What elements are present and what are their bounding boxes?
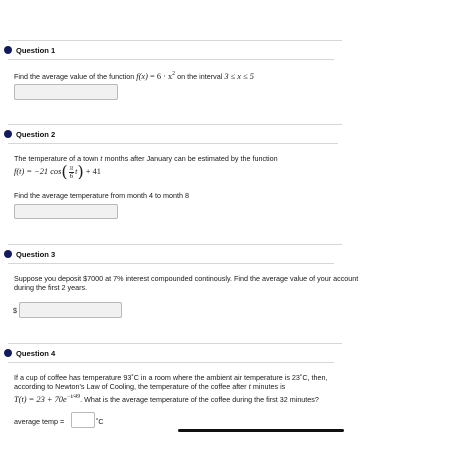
exponent: 2 — [172, 71, 176, 77]
fraction-numerator: π — [69, 163, 74, 172]
right-paren: ) — [77, 162, 84, 181]
question-1-prompt — [14, 70, 254, 81]
interval-text: on the interval — [175, 72, 225, 81]
question-4-line-1: If a cup of coffee has temperature 93˚C in a room where the ambient air temperature is 23˚C, then, — [14, 373, 328, 382]
question-3-title: Question 3 — [16, 250, 56, 259]
text: . What is the average temperature of the coffee during the first 32 minutes? — [80, 395, 319, 404]
answer-input[interactable] — [14, 84, 118, 100]
question-status-dot — [4, 349, 12, 357]
answer-input[interactable] — [19, 302, 122, 318]
formula-tail: + 41 — [83, 167, 101, 176]
interval: 3 ≤ x ≤ 5 — [224, 72, 254, 81]
divider — [8, 143, 338, 144]
text: according to Newton's Law of Cooling, the temperature of the coffee after — [14, 382, 249, 391]
question-2-line-1 — [14, 154, 278, 163]
divider — [8, 244, 342, 245]
question-status-dot — [4, 250, 12, 258]
text: The temperature of a town — [14, 154, 101, 163]
question-3-line-2: during the first 2 years. — [14, 283, 88, 292]
answer-input[interactable] — [71, 412, 95, 428]
divider — [8, 124, 342, 125]
divider — [8, 343, 342, 344]
question-4-line-2 — [14, 382, 285, 391]
exponent: −t/49 — [66, 394, 81, 400]
question-3-line-1: Suppose you deposit $7000 at 7% interest compounded continously. Find the average value of your account — [14, 274, 359, 283]
question-status-dot — [4, 46, 12, 54]
fraction-denominator: 6 — [69, 171, 74, 180]
question-2-find: Find the average temperature from month 4 to month 8 — [14, 191, 189, 200]
question-4-line-3 — [14, 392, 319, 405]
divider — [8, 263, 334, 264]
horizontal-scrollbar[interactable] — [178, 429, 344, 432]
variable: t — [100, 154, 103, 163]
formula: T(t) = 23 + 70e — [14, 395, 67, 404]
function-expression: = 6 · x — [147, 72, 173, 81]
fraction — [69, 163, 78, 180]
question-1-title: Question 1 — [16, 46, 56, 55]
function-name: f(x) — [136, 72, 148, 81]
left-paren: ( — [61, 162, 68, 181]
unit-label: ˚C — [96, 417, 104, 426]
question-status-dot — [4, 130, 12, 138]
question-4-title: Question 4 — [16, 349, 56, 358]
text: minutes is — [250, 382, 286, 391]
divider — [8, 59, 334, 60]
dollar-prefix: $ — [13, 306, 17, 315]
formula-lhs: f(t) = −21 cos — [14, 167, 62, 176]
divider — [8, 40, 342, 41]
variable: t — [75, 167, 78, 176]
answer-input[interactable] — [14, 204, 118, 219]
question-2-title: Question 2 — [16, 130, 56, 139]
prompt-text: Find the average value of the function — [14, 72, 137, 81]
question-2-formula — [14, 163, 101, 181]
divider — [8, 362, 334, 363]
variable: t — [248, 382, 251, 391]
answer-label: average temp = — [14, 417, 65, 426]
text: months after January can be estimated by the function — [102, 154, 278, 163]
